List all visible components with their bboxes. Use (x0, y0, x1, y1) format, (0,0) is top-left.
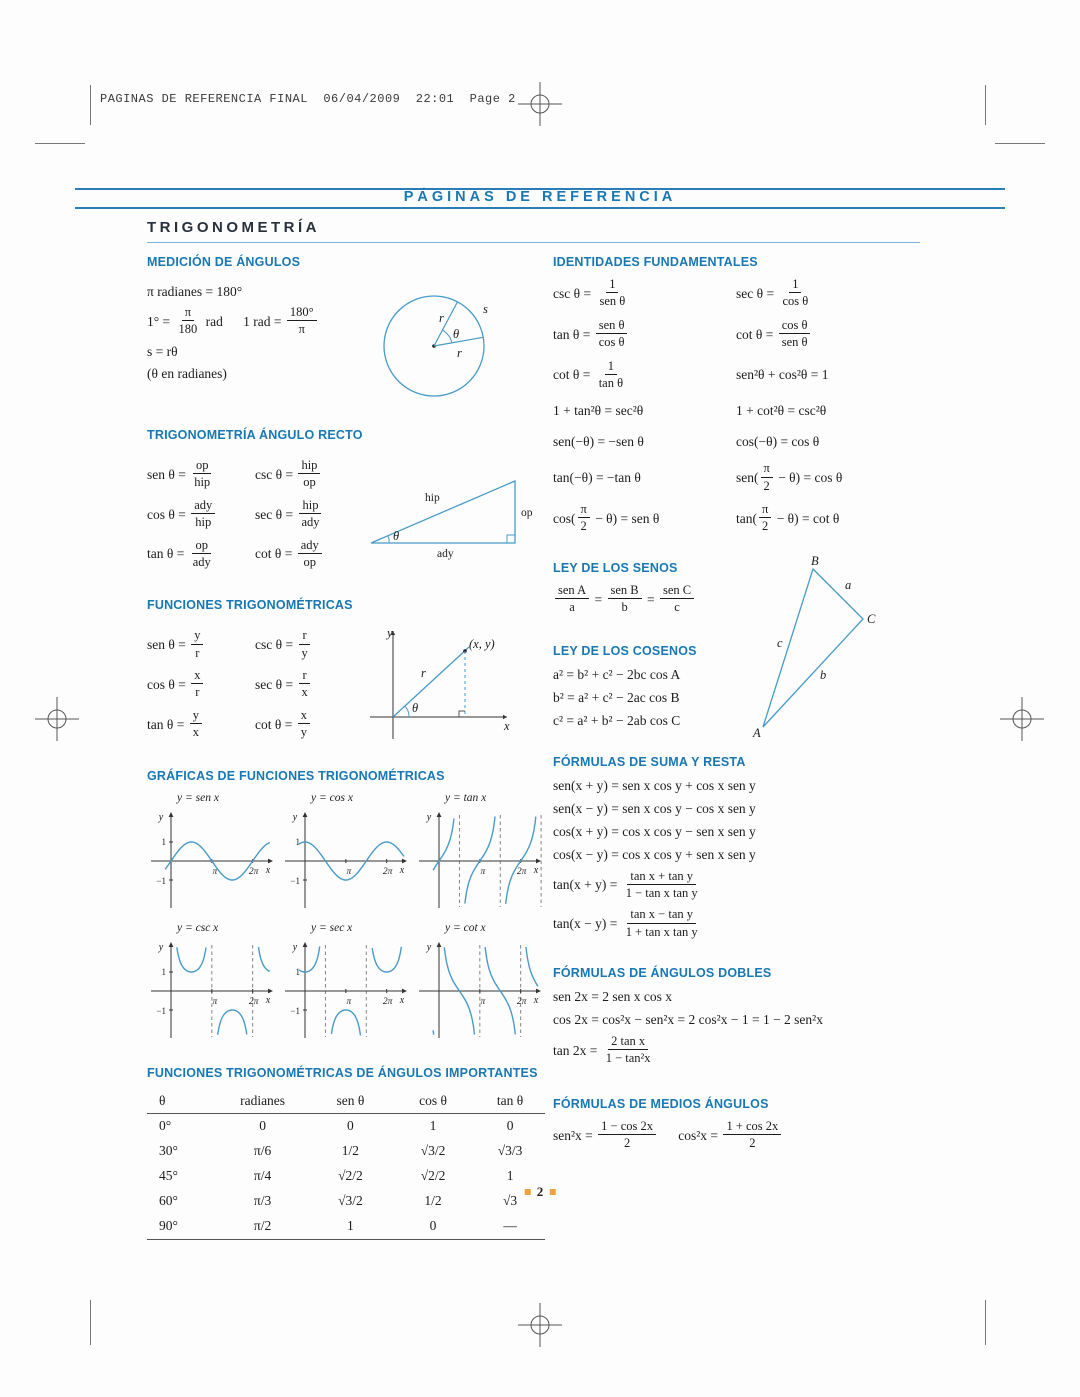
graph-plot (415, 805, 545, 913)
column-header: radianes (215, 1089, 310, 1114)
formula-row (553, 319, 945, 351)
formula-text: sen θ = (147, 466, 190, 482)
formula-text: cos(x + y) = cos x cos y − sen x sen y (553, 823, 756, 839)
table-row (147, 1189, 545, 1214)
right-column (553, 255, 945, 1172)
page-number-value: 2 (536, 1184, 544, 1199)
fraction: $\frac{op}{\text{ady}}$ (192, 537, 211, 569)
angle-circle-diagram (362, 278, 512, 408)
formula-text: tan 2x = (553, 1042, 601, 1058)
svg-text:2π: 2π (382, 996, 393, 1007)
formula-text: 1 + cot²θ = csc²θ (736, 403, 827, 419)
fraction: $\frac{\pi}{2}$ (759, 502, 771, 534)
svg-text:π: π (212, 996, 218, 1007)
table-cell: √3/2 (338, 1193, 363, 1208)
formula-text: π radianes = 180° (147, 284, 243, 299)
svg-text:y: y (158, 811, 164, 823)
table-row (147, 1113, 545, 1139)
formula-text: tan( (736, 510, 757, 526)
graph-plot (281, 935, 411, 1043)
section-half-angle-formulas (553, 1097, 945, 1152)
formula-text: sec θ = (255, 676, 297, 692)
table-row (147, 1214, 545, 1240)
svg-text:−1: −1 (290, 1005, 300, 1016)
trig-graphs-grid (147, 792, 545, 1046)
table-cell: 30° (159, 1143, 178, 1158)
formula (553, 870, 945, 902)
theta-label: θ (412, 701, 419, 716)
side-label: a (845, 578, 852, 592)
crop-mark (985, 1300, 986, 1345)
formula-text: sen(x + y) = sen x cos y + cos x sen y (553, 777, 756, 793)
svg-text:π: π (480, 866, 486, 877)
formula-row (553, 503, 945, 535)
fraction: $\frac{\pi}{2}$ (761, 461, 773, 493)
important-angles-table (147, 1089, 545, 1240)
section-heading: FUNCIONES TRIGONOMÉTRICAS (147, 598, 353, 613)
table-cell: π/4 (253, 1168, 272, 1183)
fraction: $\frac{1 - \cos 2x}{2}$ (598, 1119, 656, 1151)
formula (553, 690, 945, 706)
fraction: $\frac{1}{\text{cos θ}}$ (782, 277, 809, 309)
svg-text:2π: 2π (248, 996, 259, 1007)
formula-list (147, 278, 362, 388)
section-heading: FÓRMULAS DE MEDIOS ÁNGULOS (553, 1096, 769, 1111)
svg-text:−1: −1 (156, 1005, 166, 1016)
table-cell: π/3 (253, 1193, 272, 1208)
column-header: cos θ (391, 1089, 475, 1114)
svg-text:π: π (346, 996, 352, 1007)
formula-text: − θ) = sen θ (591, 510, 660, 526)
formula-list (553, 778, 945, 941)
radius-label: r (421, 666, 426, 681)
right-triangle-diagram (365, 465, 545, 563)
formula (553, 1120, 945, 1152)
fraction: $\frac{y}{x}$ (190, 708, 202, 740)
formula-text: cos(x − y) = cos x cos y + sen x sen y (553, 846, 756, 862)
svg-text:1: 1 (161, 966, 166, 977)
registration-mark (518, 82, 562, 126)
title-rule-bottom (75, 207, 1005, 209)
formula-list (553, 989, 945, 1067)
formula-row (147, 629, 365, 661)
graph-plot (281, 805, 411, 913)
section-law-of-cosines (553, 644, 945, 729)
column-header: θ (147, 1089, 215, 1114)
fraction: $\frac{\text{ady}}{\text{hip}}$ (191, 498, 215, 530)
formula-text: cot θ = (736, 326, 777, 342)
formula-text: sen(−θ) = −sen θ (553, 434, 644, 450)
section-heading: TRIGONOMETRÍA ÁNGULO RECTO (147, 428, 363, 442)
formula (553, 403, 736, 419)
formula-text: tan θ = (553, 326, 594, 342)
column-header: tan θ (475, 1089, 545, 1114)
formula-text: cos 2x = cos²x − sen²x = 2 cos²x − 1 = 1 − 2 sen²x (553, 1012, 823, 1027)
formula-text: cot θ = (255, 716, 296, 732)
crop-mark (90, 85, 91, 125)
table-cell: 1 (310, 1214, 391, 1240)
fraction: $\frac{\pi}{2}$ (578, 502, 590, 534)
formula-row (553, 360, 945, 392)
crop-mark (35, 143, 85, 144)
fraction: $\frac{r}{y}$ (301, 628, 308, 660)
formula (736, 503, 839, 535)
table-cell: 0 (391, 1214, 475, 1240)
fraction: $\frac{x}{y}$ (298, 708, 310, 740)
formula-text: sen θ = (147, 637, 190, 653)
svg-text:y: y (292, 811, 298, 823)
formula (255, 629, 313, 661)
formula (553, 360, 736, 392)
fraction: $\frac{op}{\text{hip}}$ (194, 458, 211, 490)
table-cell: 45° (159, 1168, 178, 1183)
formula (147, 306, 362, 338)
fraction: $\frac{\text{2 tan x}}{\text{1 − tan²x}}$ (605, 1034, 651, 1066)
crop-mark (90, 1300, 91, 1345)
formula (736, 367, 829, 383)
fraction: $\frac{\text{sen B}}{b}$ (608, 583, 642, 615)
vertex-label: C (867, 612, 876, 626)
formula (553, 470, 736, 486)
section-trig-graphs (147, 769, 545, 1046)
formula-row (553, 462, 945, 494)
formula (553, 278, 736, 310)
orange-square-icon (525, 1189, 531, 1195)
formula-row (147, 499, 365, 531)
page-title: PÁGINAS DE REFERENCIA (403, 189, 677, 205)
formula-text: − θ) = cos θ (774, 470, 843, 486)
point-label: (x, y) (469, 637, 495, 652)
svg-text:y: y (158, 941, 164, 953)
formula-text: csc θ = (255, 637, 297, 653)
table-cell: √3 (502, 1193, 518, 1208)
opposite-label: op (521, 507, 533, 519)
hypotenuse-label: hip (425, 492, 440, 504)
vertex-label: B (811, 555, 819, 568)
formula-text: cos θ = (147, 676, 190, 692)
formula (147, 669, 255, 701)
svg-text:x: x (399, 994, 405, 1006)
table-cell: 90° (147, 1214, 215, 1240)
formula-text: sen( (736, 470, 759, 486)
formula-rows (147, 621, 365, 748)
formula (553, 584, 945, 616)
formula (736, 278, 813, 310)
formula-rows (147, 451, 365, 578)
formula (147, 629, 255, 661)
svg-text:−1: −1 (290, 875, 300, 886)
formula-text: rad 1 rad = (202, 313, 285, 329)
formula-text: cos(−θ) = cos θ (736, 434, 820, 450)
section-law-of-sines (553, 561, 945, 616)
formula-text: csc θ = (553, 285, 595, 301)
formula (736, 319, 812, 351)
formula (553, 434, 736, 450)
fraction: $\frac{1}{\text{tan θ}}$ (598, 358, 624, 390)
formula (736, 434, 819, 450)
formula-text: 1° = (147, 313, 174, 329)
formula (147, 539, 255, 571)
graph-plot (147, 805, 277, 913)
svg-text:−1: −1 (156, 875, 166, 886)
formula-text: csc θ = (255, 466, 297, 482)
graph-title: y = sec x (311, 921, 353, 934)
formula (553, 503, 736, 535)
table-cell: 0 (347, 1118, 354, 1133)
fraction: $\frac{\pi}{180}$ (178, 305, 198, 337)
theta-label: θ (453, 327, 460, 341)
formula (553, 1012, 945, 1028)
table-cell: 1 (429, 1118, 437, 1133)
table-cell: 0° (159, 1118, 172, 1133)
formula-text: sen 2x = 2 sen x cos x (553, 989, 672, 1004)
vertex-label: A (753, 726, 761, 740)
formula (255, 499, 325, 531)
svg-text:x: x (399, 864, 405, 876)
svg-text:2π: 2π (516, 866, 527, 877)
side-label: b (820, 668, 827, 682)
fraction: $\frac{x}{r}$ (191, 668, 203, 700)
svg-text:2π: 2π (516, 996, 527, 1007)
formula-text: (θ en radianes) (147, 365, 227, 381)
formula-row (147, 669, 365, 701)
formula-text: tan θ = (147, 546, 188, 562)
svg-text:x: x (533, 994, 539, 1006)
formula (553, 824, 945, 840)
printer-slug: PAGINAS DE REFERENCIA FINAL 06/04/2009 22:01 Page 2 (100, 92, 516, 106)
formula (147, 709, 255, 741)
formula (255, 539, 324, 571)
formula-text: c² = a² + b² − 2ab cos C (553, 712, 681, 728)
table-cell: 0 (506, 1118, 514, 1133)
formula (147, 366, 362, 382)
graph-title: y = csc x (177, 921, 219, 934)
formula (553, 1035, 945, 1067)
table-cell: π/2 (215, 1214, 310, 1240)
formula (736, 462, 842, 494)
svg-text:2π: 2π (248, 866, 259, 877)
formula-text: cos( (553, 510, 576, 526)
formula (147, 344, 362, 360)
formula-text: sen²x = (553, 1127, 597, 1143)
section-rule (147, 242, 920, 243)
fraction: $\frac{180^\circ}{\pi}$ (287, 305, 317, 337)
registration-mark (35, 697, 79, 741)
fraction: $\frac{\text{hip}}{\text{ady}}$ (301, 497, 320, 530)
graph-title: y = tan x (445, 791, 487, 804)
formula-row (553, 400, 945, 422)
formula (553, 319, 736, 351)
fraction: $\frac{\text{sen θ}}{\text{cos θ}}$ (596, 318, 628, 350)
formula-text: = (643, 591, 658, 607)
section-heading: LEY DE LOS SENOS (553, 560, 678, 575)
formula (553, 713, 945, 729)
section-double-angle-formulas (553, 966, 945, 1067)
formula (553, 908, 945, 940)
x-axis-label: x (504, 719, 510, 734)
fraction: $\frac{r}{x}$ (301, 668, 308, 700)
fraction: $\frac{\text{ady}}{op}$ (298, 538, 322, 570)
theta-label: θ (393, 529, 400, 543)
svg-text:1: 1 (295, 836, 300, 847)
formula (553, 667, 945, 683)
formula (147, 284, 362, 300)
side-label: c (777, 636, 783, 650)
table-cell: 1 (506, 1168, 514, 1183)
svg-text:1: 1 (295, 966, 300, 977)
formula-list (553, 667, 945, 729)
fraction: $\frac{\text{tan x − tan y}}{\text{1 + tan x tan y}}$ (625, 907, 698, 939)
svg-text:π: π (480, 996, 486, 1007)
graph-plot (147, 935, 277, 1043)
svg-text:y: y (292, 941, 298, 953)
registration-mark (518, 1303, 562, 1347)
table-cell: √2/2 (420, 1168, 446, 1183)
table-cell: 1/2 (341, 1143, 360, 1158)
fraction: $\frac{\text{cos θ}}{\text{sen θ}}$ (779, 318, 811, 350)
table-cell: 60° (159, 1193, 178, 1208)
table-cell: 0 (259, 1118, 266, 1133)
table-header-row (147, 1089, 545, 1114)
graph-title: y = cot x (445, 921, 486, 934)
section-sum-difference-formulas (553, 755, 945, 941)
table-cell: √3/2 (420, 1143, 446, 1158)
registration-mark (1000, 697, 1044, 741)
orange-square-icon (549, 1189, 555, 1195)
formula (255, 709, 312, 741)
section-heading: GRÁFICAS DE FUNCIONES TRIGONOMÉTRICAS (147, 768, 445, 783)
formula-row (147, 539, 365, 571)
crop-mark (995, 143, 1045, 144)
graph-cos (281, 792, 411, 916)
formula-text: − θ) = cot θ (773, 510, 840, 526)
section-angle-measurement (147, 255, 545, 408)
formula-text: cos²x = (658, 1127, 722, 1143)
svg-text:x: x (533, 864, 539, 876)
graph-sin (147, 792, 277, 916)
formula-text: cos θ = (147, 506, 190, 522)
svg-text:1: 1 (161, 836, 166, 847)
svg-text:π: π (346, 866, 352, 877)
formula-text: tan(x + y) = (553, 877, 621, 893)
table-cell: — (475, 1214, 545, 1240)
table-cell: √3/3 (497, 1143, 523, 1158)
y-axis-label: y (387, 626, 393, 641)
section-heading: FUNCIONES TRIGONOMÉTRICAS DE ÁNGULOS IMPORTANTES (147, 1065, 538, 1080)
page-number (519, 1184, 562, 1200)
formula-text: b² = a² + c² − 2ac cos B (553, 689, 680, 705)
arc-label: s (483, 302, 488, 316)
section-trig-functions (147, 598, 545, 748)
graph-tan (415, 792, 545, 916)
formula-text: tan θ = (147, 716, 188, 732)
formula-text: sec θ = (255, 506, 297, 522)
left-column (147, 255, 545, 1260)
formula-text: sen²θ + cos²θ = 1 (736, 367, 829, 383)
table-cell: π/6 (253, 1143, 272, 1158)
formula (147, 499, 255, 531)
formula-text: a² = b² + c² − 2bc cos A (553, 666, 681, 682)
formula-text: sen(x − y) = sen x cos y − cos x sen y (553, 800, 756, 816)
graph-title: y = sen x (177, 791, 219, 804)
formula-text: tan(x − y) = (553, 916, 621, 932)
table-cell: √2/2 (338, 1168, 363, 1183)
fraction: $\frac{\text{sen C}}{c}$ (660, 583, 694, 615)
formula-text: = (591, 591, 606, 607)
radius-label: r (439, 311, 444, 325)
section-heading: FÓRMULAS DE SUMA Y RESTA (553, 754, 746, 769)
formula-text: 1 + tan²θ = sec²θ (553, 403, 644, 419)
formula (255, 459, 322, 491)
section-heading: MEDICIÓN DE ÁNGULOS (147, 255, 301, 269)
fraction: $\frac{1}{\text{sen θ}}$ (599, 277, 626, 309)
column-header: sen θ (310, 1089, 391, 1114)
formula-text: s = rθ (147, 343, 178, 359)
fraction: $\frac{\text{sen A}}{a}$ (555, 583, 589, 615)
section-title: TRIGONOMETRÍA (147, 219, 320, 236)
svg-text:y: y (426, 941, 432, 953)
table-cell: 1/2 (424, 1193, 442, 1208)
formula-row (147, 459, 365, 491)
graph-csc (147, 922, 277, 1046)
fraction: $\frac{\text{tan x + tan y}}{\text{1 − tan x tan y}}$ (625, 868, 698, 900)
formula (255, 669, 313, 701)
section-right-triangle-trig (147, 428, 545, 578)
formula-row (553, 431, 945, 453)
formula-text: sec θ = (736, 285, 778, 301)
graph-plot (415, 935, 545, 1043)
formula-rows (553, 278, 945, 535)
formula-text: cot θ = (255, 546, 296, 562)
radius-label: r (457, 346, 462, 360)
formula-row (147, 709, 365, 741)
formula (553, 847, 945, 863)
svg-text:2π: 2π (382, 866, 393, 877)
table-row (147, 1139, 545, 1164)
formula-text: cot θ = (553, 367, 594, 383)
svg-text:y: y (426, 811, 432, 823)
xy-plane-diagram (365, 621, 517, 743)
section-heading: IDENTIDADES FUNDAMENTALES (553, 255, 758, 269)
section-important-angles (147, 1066, 545, 1240)
formula-row (553, 278, 945, 310)
graph-sec (281, 922, 411, 1046)
formula (736, 403, 826, 419)
table-row (147, 1164, 545, 1189)
formula (147, 459, 255, 491)
section-heading: FÓRMULAS DE ÁNGULOS DOBLES (553, 966, 772, 980)
crop-mark (985, 85, 986, 125)
fraction: $\frac{\text{hip}}{op}$ (298, 458, 320, 490)
svg-text:x: x (265, 864, 271, 876)
svg-text:π: π (212, 866, 218, 877)
graph-title: y = cos x (311, 791, 353, 804)
section-fundamental-identities (553, 255, 945, 535)
formula (553, 801, 945, 817)
graph-cot (415, 922, 545, 1046)
fraction: $\frac{1 + \cos 2x}{2}$ (723, 1119, 781, 1151)
formula (553, 989, 945, 1005)
section-heading: LEY DE LOS COSENOS (553, 643, 697, 658)
formula (553, 778, 945, 794)
adjacent-label: ady (437, 548, 454, 560)
fraction: $\frac{y}{r}$ (191, 628, 203, 660)
formula-text: tan(−θ) = −tan θ (553, 470, 641, 486)
svg-text:x: x (265, 994, 271, 1006)
